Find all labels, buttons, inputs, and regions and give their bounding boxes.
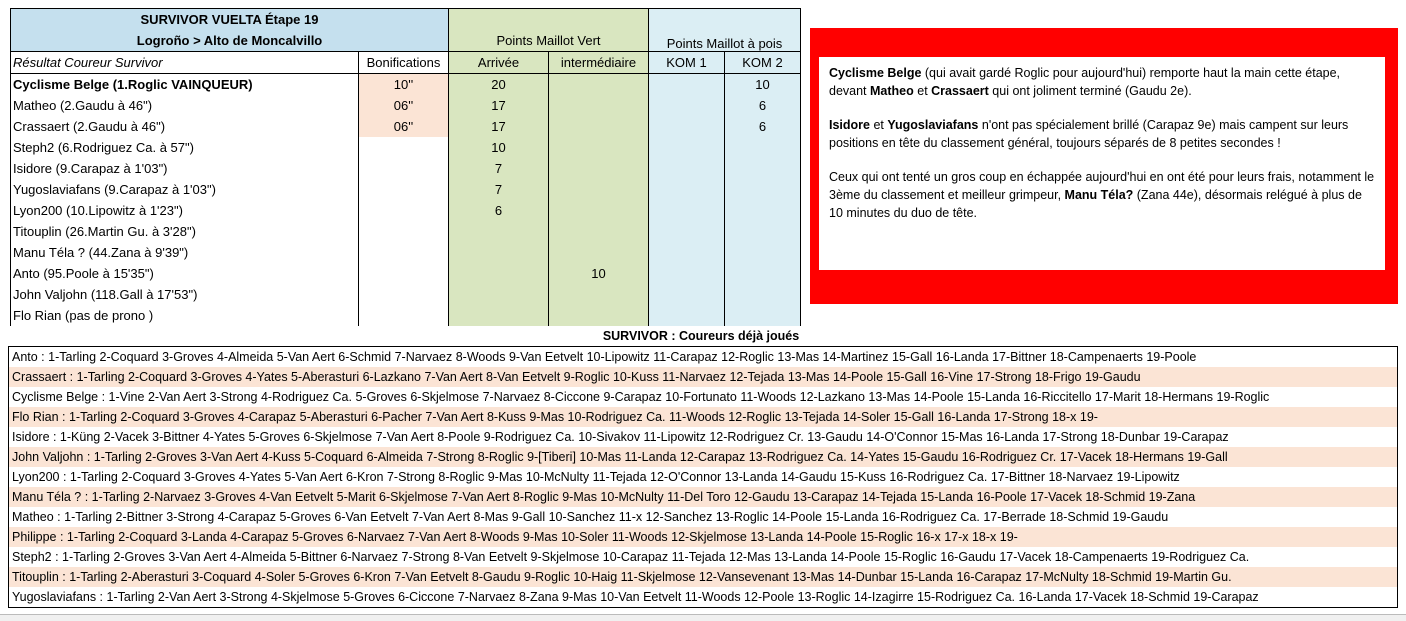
kom1-points	[649, 95, 725, 116]
arrivee-points: 7	[449, 179, 549, 200]
intermediaire-points	[549, 95, 649, 116]
kom1-points	[649, 74, 725, 96]
result-row	[11, 242, 801, 263]
rider-name: Manu Téla ? (44.Zana à 9'39")	[11, 242, 359, 263]
kom2-points	[725, 221, 801, 242]
rider-name: Matheo (2.Gaudu à 46")	[11, 95, 359, 116]
comment-paragraph-1: Cyclisme Belge (qui avait gardé Roglic pour aujourd'hui) remporte haut la main cette étape, devant Matheo et Crassaert qui ont joliment terminé (Gaudu 2e).	[829, 66, 1341, 98]
comment-paragraph-2: Isidore et Yugoslaviafans n'ont pas spécialement brillé (Carapaz 9e) mais campent sur leurs positions en tête du classement général, toujours séparés de 8 petites secondes !	[829, 118, 1349, 150]
rider-name: Steph2 (6.Rodriguez Ca. à 57")	[11, 137, 359, 158]
arrivee-points: 7	[449, 158, 549, 179]
results-table	[10, 8, 801, 326]
kom2-points: 6	[725, 95, 801, 116]
rider-name: Flo Rian (pas de prono )	[11, 305, 359, 326]
kom1-points	[649, 116, 725, 137]
survivor-line: Matheo : 1-Tarling 2-Bittner 3-Strong 4-Carapaz 5-Groves 6-Van Eetvelt 7-Van Aert 8-Mas 9-Gall 10-Sanchez 11-x 12-Sanchez 13-Roglic 14-Poole 15-Landa 16-Rodriguez Ca. 17-Berrade 18-Schmid 19-Gaudu	[12, 510, 1169, 524]
kom2-points	[725, 137, 801, 158]
rider-name: Anto (95.Poole à 15'35")	[11, 263, 359, 284]
survivor-list	[8, 346, 1398, 608]
rider-name: Lyon200 (10.Lipowitz à 1'23")	[11, 200, 359, 221]
bonification-value	[359, 305, 449, 326]
kom1-points	[649, 200, 725, 221]
bonification-value	[359, 200, 449, 221]
result-row	[11, 95, 801, 116]
survivor-line: Lyon200 : 1-Tarling 2-Coquard 3-Groves 4-Yates 5-Van Aert 6-Kron 7-Strong 8-Roglic 9-Mas 10-McNulty 11-Tejada 12-O'Connor 13-Landa 14-Gaudu 15-Kuss 16-Rodriguez Ca. 17-Bittner 18-Narvaez 19-Lipowitz	[12, 470, 1180, 484]
result-row	[11, 116, 801, 137]
kom1-points	[649, 137, 725, 158]
kom1-points	[649, 221, 725, 242]
bonification-value: 10''	[359, 74, 449, 96]
kom2-points	[725, 284, 801, 305]
result-row	[11, 284, 801, 305]
kom1-points	[649, 242, 725, 263]
intermediaire-points	[549, 242, 649, 263]
kom2-points: 6	[725, 116, 801, 137]
comment-box	[819, 57, 1385, 270]
sheet-title-line1: SURVIVOR VUELTA Étape 19	[11, 9, 449, 31]
maillot-pois-header: Points Maillot à pois	[649, 30, 801, 52]
result-row	[11, 200, 801, 221]
kom2-points	[725, 200, 801, 221]
intermediaire-points	[549, 305, 649, 326]
arrivee-points	[449, 263, 549, 284]
result-row	[11, 158, 801, 179]
survivor-line: Anto : 1-Tarling 2-Coquard 3-Groves 4-Almeida 5-Van Aert 6-Schmid 7-Narvaez 8-Woods 9-Van Eetvelt 10-Lipowitz 11-Carapaz 12-Roglic 13-Mas 14-Martinez 15-Gall 16-Landa 17-Bittner 18-Campenaerts 19-Poole	[12, 350, 1197, 364]
rider-name: Crassaert (2.Gaudu à 46")	[11, 116, 359, 137]
survivor-line: Flo Rian : 1-Tarling 2-Coquard 3-Groves 4-Carapaz 5-Aberasturi 6-Pacher 7-Van Aert 8-Kuss 9-Mas 10-Rodriguez Ca. 11-Woods 12-Roglic 13-Tejada 14-Soler 15-Gall 16-Landa 17-Strong 18-x 19-	[9, 407, 1397, 427]
col-kom2: KOM 2	[725, 52, 801, 74]
kom2-points: 10	[725, 74, 801, 96]
col-bonifications: Bonifications	[359, 52, 449, 74]
results-rows	[11, 74, 801, 327]
bonification-value	[359, 242, 449, 263]
col-arrivee: Arrivée	[449, 52, 549, 74]
kom2-points	[725, 242, 801, 263]
bonification-value	[359, 158, 449, 179]
kom1-points	[649, 284, 725, 305]
arrivee-points: 17	[449, 116, 549, 137]
kom2-points	[725, 263, 801, 284]
arrivee-points	[449, 242, 549, 263]
bonification-value: 06''	[359, 95, 449, 116]
result-row	[11, 263, 801, 284]
survivor-line: Yugoslaviafans : 1-Tarling 2-Van Aert 3-Strong 4-Skjelmose 5-Groves 6-Ciccone 7-Narvaez 8-Zana 9-Mas 10-Van Eetvelt 11-Woods 12-Poole 13-Roglic 14-Izagirre 15-Rodriguez Ca. 16-Landa 17-Vacek 18-Schmid 19-Carapaz	[12, 590, 1259, 604]
intermediaire-points	[549, 137, 649, 158]
survivor-line: Crassaert : 1-Tarling 2-Coquard 3-Groves 4-Yates 5-Aberasturi 6-Lazkano 7-Van Aert 8-Van Eetvelt 9-Roglic 10-Kuss 11-Narvaez 12-Tejada 13-Mas 14-Poole 15-Gall 16-Vine 17-Strong 18-Frigo 19-Gaudu	[9, 367, 1397, 387]
survivor-title: SURVIVOR : Coureurs déjà joués	[602, 329, 800, 343]
intermediaire-points	[549, 116, 649, 137]
arrivee-points: 6	[449, 200, 549, 221]
bonification-value	[359, 179, 449, 200]
arrivee-points: 20	[449, 74, 549, 96]
kom2-points	[725, 179, 801, 200]
intermediaire-points: 10	[549, 263, 649, 284]
arrivee-points	[449, 221, 549, 242]
result-row	[11, 305, 801, 326]
kom2-points	[725, 158, 801, 179]
bonification-value	[359, 284, 449, 305]
sheet-title-line2: Logroño > Alto de Moncalvillo	[11, 30, 449, 52]
intermediaire-points	[549, 221, 649, 242]
survivor-line: Isidore : 1-Küng 2-Vacek 3-Bittner 4-Yates 5-Groves 6-Skjelmose 7-Van Aert 8-Poole 9-Rodriguez Ca. 10-Sivakov 11-Lipowitz 12-Rodriguez Cr. 13-Gaudu 14-O'Connor 15-Mas 16-Landa 17-Strong 18-Dunbar 19-Carapaz	[12, 430, 1229, 444]
arrivee-points	[449, 305, 549, 326]
bonification-value	[359, 221, 449, 242]
intermediaire-points	[549, 200, 649, 221]
kom1-points	[649, 158, 725, 179]
col-resultat: Résultat Coureur Survivor	[11, 52, 359, 74]
maillot-vert-header: Points Maillot Vert	[449, 30, 649, 52]
intermediaire-points	[549, 284, 649, 305]
bonification-value	[359, 263, 449, 284]
bonification-value: 06''	[359, 116, 449, 137]
survivor-line: Philippe : 1-Tarling 2-Coquard 3-Landa 4-Carapaz 5-Groves 6-Narvaez 7-Van Aert 8-Woods 9-Mas 10-Soler 11-Woods 12-Skjelmose 13-Landa 14-Poole 15-Roglic 16-x 17-x 18-x 19-	[9, 527, 1397, 547]
result-row	[11, 179, 801, 200]
rider-name: Titouplin (26.Martin Gu. à 3'28")	[11, 221, 359, 242]
kom1-points	[649, 305, 725, 326]
arrivee-points	[449, 284, 549, 305]
rider-name: Cyclisme Belge (1.Roglic VAINQUEUR)	[11, 74, 359, 96]
result-row	[11, 74, 801, 96]
kom1-points	[649, 263, 725, 284]
survivor-line: Manu Téla ? : 1-Tarling 2-Narvaez 3-Groves 4-Van Eetvelt 5-Marit 6-Skjelmose 7-Van Aert 8-Roglic 9-Mas 10-McNulty 11-Del Toro 12-Gaudu 13-Carapaz 14-Tejada 15-Landa 16-Poole 17-Vacek 18-Schmid 19-Zana	[9, 487, 1397, 507]
survivor-line: Steph2 : 1-Tarling 2-Groves 3-Van Aert 4-Almeida 5-Bittner 6-Narvaez 7-Strong 8-Van Eetvelt 9-Skjelmose 10-Carapaz 11-Tejada 12-Mas 13-Landa 14-Poole 15-Roglic 16-Gaudu 17-Vacek 18-Campenaerts 19-Rodriguez Ca.	[12, 550, 1250, 564]
arrivee-points: 17	[449, 95, 549, 116]
rider-name: Isidore (9.Carapaz à 1'03")	[11, 158, 359, 179]
survivor-line: Cyclisme Belge : 1-Vine 2-Van Aert 3-Strong 4-Rodriguez Ca. 5-Groves 6-Skjelmose 7-Narvaez 8-Ciccone 9-Carapaz 10-Fortunato 11-Woods 12-Lazkano 13-Mas 14-Poole 15-Landa 16-Riccitello 17-Marit 18-Hermans 19-Roglic	[12, 390, 1270, 404]
kom2-points	[725, 305, 801, 326]
rider-name: John Valjohn (118.Gall à 17'53")	[11, 284, 359, 305]
col-kom1: KOM 1	[649, 52, 725, 74]
survivor-line: John Valjohn : 1-Tarling 2-Groves 3-Van Aert 4-Kuss 5-Coquard 6-Almeida 7-Strong 8-Roglic 9-[Tiberi] 10-Mas 11-Landa 12-Carapaz 13-Rodriguez Ca. 14-Yates 15-Gaudu 16-Rodriguez Cr. 17-Vacek 18-Hermans 19-Gall	[9, 447, 1397, 467]
result-row	[11, 221, 801, 242]
rider-name: Yugoslaviafans (9.Carapaz à 1'03")	[11, 179, 359, 200]
arrivee-points: 10	[449, 137, 549, 158]
comment-paragraph-3: Ceux qui ont tenté un gros coup en échappée aujourd'hui en ont été pour leurs frais, notamment le 3ème du classement et meilleur grimpeur, Manu Téla? (Zana 44e), désormais relégué à plus de 10 minutes du duo de tête.	[829, 170, 1375, 220]
col-intermediaire: intermédiaire	[549, 52, 649, 74]
intermediaire-points	[549, 158, 649, 179]
survivor-line: Titouplin : 1-Tarling 2-Aberasturi 3-Coquard 4-Soler 5-Groves 6-Kron 7-Van Eetvelt 8-Gaudu 9-Roglic 10-Haig 11-Skjelmose 12-Vansevenant 13-Mas 14-Dunbar 15-Landa 16-Carapaz 17-McNulty 18-Schmid 19-Martin Gu.	[9, 567, 1397, 587]
intermediaire-points	[549, 179, 649, 200]
kom1-points	[649, 179, 725, 200]
intermediaire-points	[549, 74, 649, 96]
result-row	[11, 137, 801, 158]
bonification-value	[359, 137, 449, 158]
